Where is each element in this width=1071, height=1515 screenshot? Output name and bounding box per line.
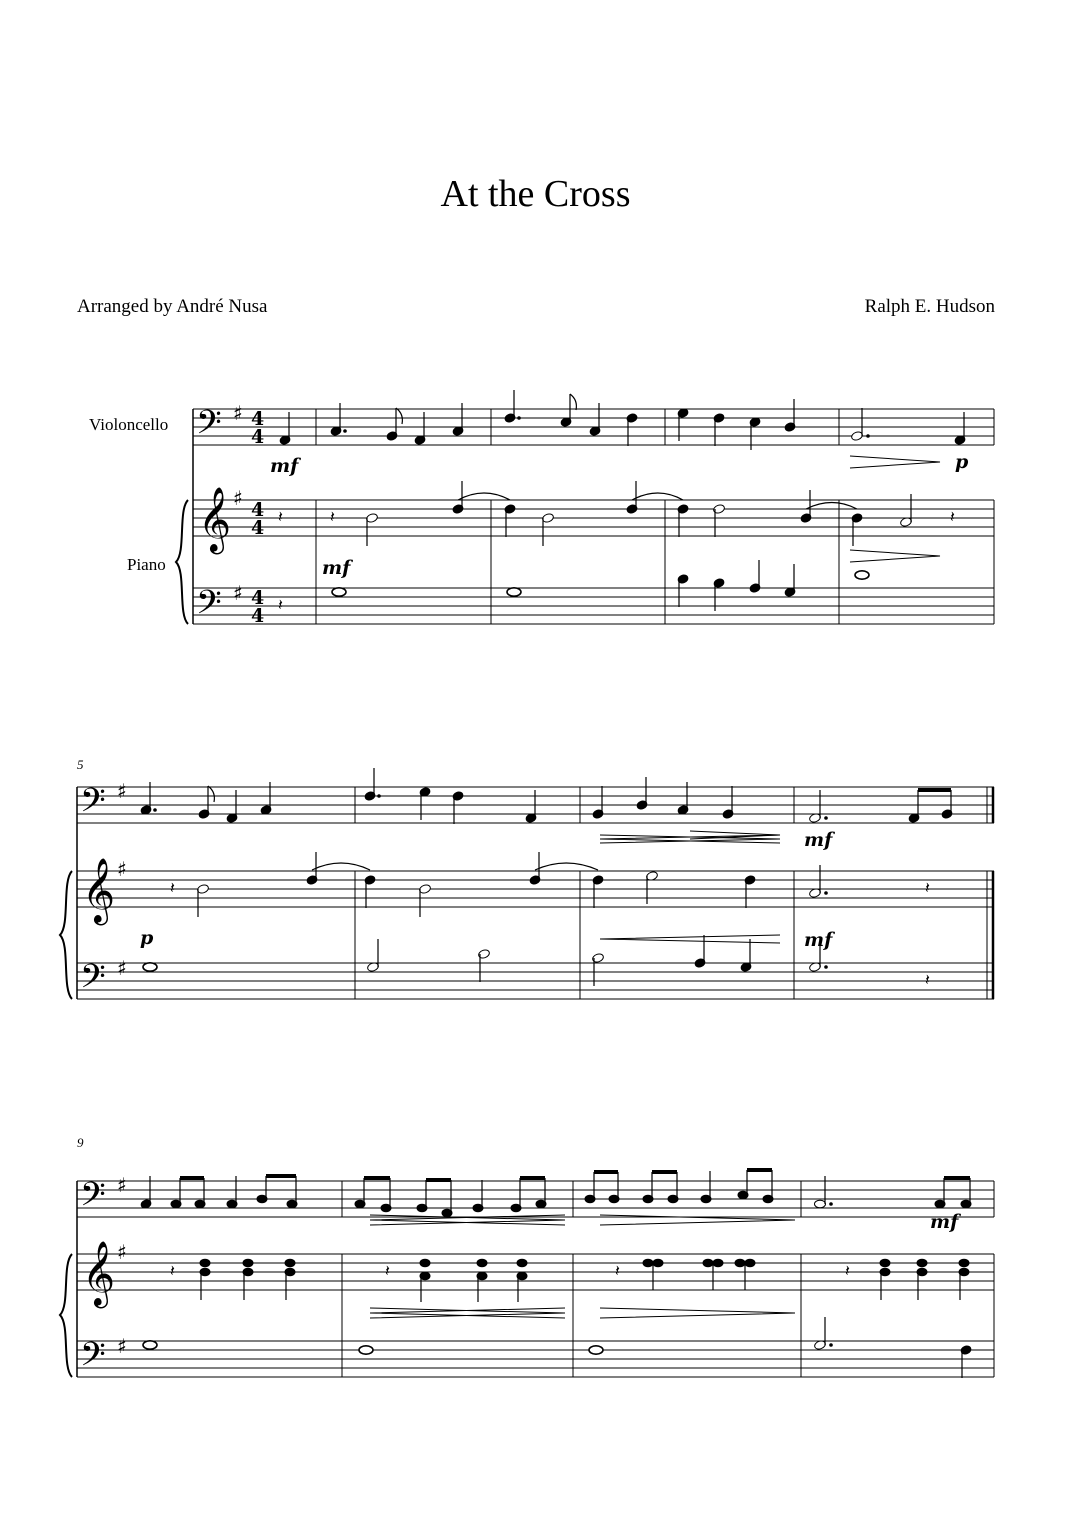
dynamic-mf: mf <box>270 455 299 477</box>
quarter-rest-icon: 𝄽 <box>925 878 930 897</box>
rests <box>170 507 955 1280</box>
hairpins <box>370 456 940 1318</box>
sharp-icon: ♯ <box>117 1173 127 1197</box>
time-sig-top: 4 <box>251 499 265 521</box>
measure-number-5: 5 <box>77 757 84 772</box>
cello-staff-3 <box>77 1181 994 1217</box>
piano-bass-staff-3 <box>77 1341 994 1377</box>
sharp-icon: ♯ <box>233 486 243 510</box>
treble-clef-icon: 𝄞 <box>82 1241 116 1306</box>
quarter-rest-icon: 𝄽 <box>385 1261 390 1280</box>
quarter-rest-icon: 𝄽 <box>278 595 283 614</box>
arranger-credit: Arranged by André Nusa <box>77 296 268 317</box>
bass-clef-icon: 𝄢 <box>80 1336 106 1382</box>
time-sig-bottom: 4 <box>251 426 265 448</box>
cello-stems-system-1 <box>289 390 964 450</box>
piano-treble-chords-system-3 <box>200 1259 969 1280</box>
time-sig-bottom: 4 <box>251 605 265 627</box>
dynamics <box>140 451 969 1233</box>
dynamic-p: p <box>140 927 154 949</box>
bass-clef-icon: 𝄢 <box>196 584 222 630</box>
sharp-icon: ♯ <box>233 581 243 605</box>
system-3 <box>77 1181 994 1377</box>
treble-clef-icon: 𝄞 <box>198 487 232 552</box>
sharp-icon: ♯ <box>117 779 127 803</box>
piano-instrument-label: Piano <box>127 555 166 574</box>
piano-bass-notes-system-2 <box>143 949 821 973</box>
dynamic-mf: mf <box>804 929 833 951</box>
bass-clef-icon: 𝄢 <box>80 782 106 828</box>
quarter-rest-icon: 𝄽 <box>950 507 955 526</box>
sharp-icon: ♯ <box>117 1240 127 1264</box>
composer-credit: Ralph E. Hudson <box>864 296 995 317</box>
piano-treble-notes-system-1 <box>366 504 913 528</box>
ties-and-flags <box>208 394 857 870</box>
score-title: At the Cross <box>440 173 631 215</box>
piano-bass-staff-2 <box>77 963 994 999</box>
time-sig-top: 4 <box>251 408 265 430</box>
quarter-rest-icon: 𝄽 <box>330 507 335 526</box>
bass-clef-icon: 𝄢 <box>196 404 222 450</box>
noteheads <box>140 390 972 1378</box>
sharp-icon: ♯ <box>117 1334 127 1358</box>
sharp-icon: ♯ <box>117 857 127 881</box>
crescendo-hairpin <box>600 935 780 943</box>
system-1 <box>193 409 994 624</box>
piano-bass-notes-system-1 <box>332 571 869 597</box>
dynamic-mf: mf <box>930 1211 959 1233</box>
bass-clef-icon: 𝄢 <box>80 958 106 1004</box>
time-sig-top: 4 <box>251 587 265 609</box>
piano-bass-notes-system-3 <box>143 1340 972 1356</box>
dynamic-p: p <box>955 451 969 473</box>
quarter-rest-icon: 𝄽 <box>278 507 283 526</box>
piano-treble-staff-1 <box>193 500 994 536</box>
piano-treble-staff-3 <box>77 1254 994 1290</box>
cello-instrument-label: Violoncello <box>89 415 169 434</box>
dynamic-mf: mf <box>804 829 833 851</box>
quarter-rest-icon: 𝄽 <box>925 970 930 989</box>
treble-clef-icon: 𝄞 <box>82 858 116 923</box>
quarter-rest-icon: 𝄽 <box>615 1261 620 1280</box>
quarter-rest-icon: 𝄽 <box>845 1261 850 1280</box>
time-sig-bottom: 4 <box>251 517 265 539</box>
sharp-icon: ♯ <box>117 956 127 980</box>
piano-bass-staff-1 <box>193 588 994 624</box>
quarter-rest-icon: 𝄽 <box>170 878 175 897</box>
cello-notes-system-3 <box>140 1191 971 1217</box>
measure-number-9: 9 <box>77 1135 84 1150</box>
crescendo-hairpin <box>370 1308 565 1318</box>
sharp-icon: ♯ <box>233 401 243 425</box>
quarter-rest-icon: 𝄽 <box>170 1261 175 1280</box>
bass-clef-icon: 𝄢 <box>80 1176 106 1222</box>
dynamic-mf: mf <box>322 557 351 579</box>
piano-treble-notes-system-2 <box>197 871 822 899</box>
